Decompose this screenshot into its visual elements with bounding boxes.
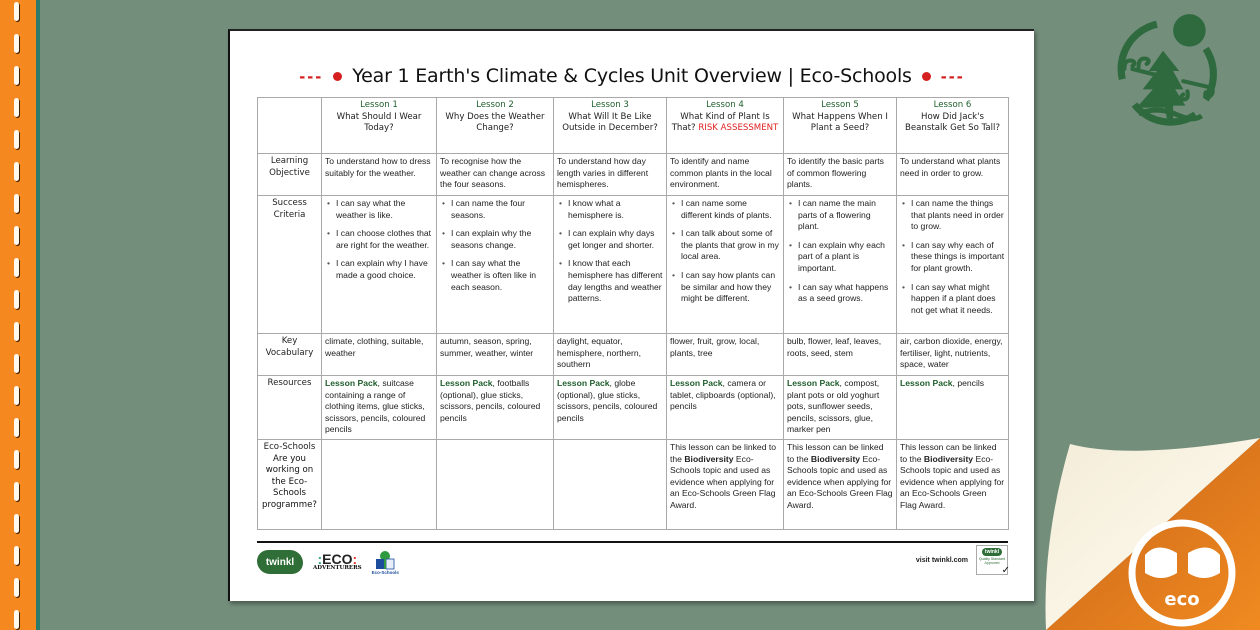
learning-objective-cell: To recognise how the weather can change across the four seasons. xyxy=(437,154,554,196)
resources-text: , footballs (optional), glue sticks, scissors, pencils, coloured pencils xyxy=(440,378,541,423)
lesson-title: What Will It Be Like Outside in December? xyxy=(562,111,658,134)
title-dot-left xyxy=(333,72,342,81)
lesson-header xyxy=(437,98,554,154)
lesson-number: Lesson 2 xyxy=(476,100,514,110)
lesson-header xyxy=(784,98,897,154)
criteria-item: • I can say what happens as a seed grows. xyxy=(787,282,893,305)
check-icon: ✓ xyxy=(1001,565,1010,576)
criteria-item: • I can talk about some of the plants that grow in my local area. xyxy=(670,228,780,263)
criteria-item: • I can choose clothes that are right for the weather. xyxy=(325,228,433,251)
stitch-mark xyxy=(14,322,19,341)
lesson-title: What Happens When I Plant a Seed? xyxy=(792,111,888,134)
row-label-success-criteria: Success Criteria xyxy=(258,196,322,334)
stitch-mark xyxy=(14,450,19,469)
criteria-item: • I can say how plants can be similar and how they might be different. xyxy=(670,270,780,305)
criteria-item: • I can name the main parts of a flowering plant. xyxy=(787,198,893,233)
title-decor-left: --- xyxy=(299,65,324,86)
lesson-header xyxy=(897,98,1009,154)
stitch-mark xyxy=(14,482,19,501)
lesson-title: What Should I Wear Today? xyxy=(336,111,422,134)
resources-cell xyxy=(897,376,1009,440)
criteria-item: • I can explain why each part of a plant is important. xyxy=(787,240,893,275)
stitch-mark xyxy=(14,130,19,149)
criteria-item: • I can name the things that plants need in order to grow. xyxy=(900,198,1005,233)
eco-text: Eco-Schools topic and used as evidence when applying for an Eco-Schools Green Flag Award. xyxy=(670,453,776,510)
vocabulary-cell: daylight, equator, hemisphere, northern, southern xyxy=(554,334,667,376)
lesson-pack-link[interactable]: Lesson Pack xyxy=(787,378,840,388)
risk-assessment-link[interactable]: RISK ASSESSMENT xyxy=(698,123,779,134)
key-vocabulary-row xyxy=(258,334,1009,376)
stitch-mark xyxy=(14,386,19,405)
resources-cell xyxy=(437,376,554,440)
stitch-mark xyxy=(14,514,19,533)
lesson-number: Lesson 6 xyxy=(933,100,972,110)
stitch-mark xyxy=(14,418,19,437)
eco-schools-logo xyxy=(372,550,399,575)
resources-cell xyxy=(667,376,784,440)
stitch-mark xyxy=(14,610,19,629)
stitch-mark xyxy=(14,66,19,85)
eco-schools-cell xyxy=(437,440,554,530)
success-criteria-row xyxy=(258,196,1009,334)
page-curl-eco-icon xyxy=(1040,430,1260,630)
resources-cell xyxy=(784,376,897,440)
quality-standard-badge xyxy=(976,545,1008,575)
resources-text: , pencils xyxy=(952,378,985,388)
title-dot-right xyxy=(922,72,931,81)
lesson-pack-link[interactable]: Lesson Pack xyxy=(557,378,610,388)
stitch-mark xyxy=(14,194,19,213)
unit-overview-document xyxy=(228,29,1034,601)
lesson-pack-link[interactable]: Lesson Pack xyxy=(440,378,493,388)
criteria-item: • I know what a hemisphere is. xyxy=(557,198,663,221)
eco-schools-question: Are you working on the Eco-Schools programme? xyxy=(262,453,317,510)
svg-text:eco: eco xyxy=(1164,589,1200,610)
lesson-title: What Kind of Plant Is That? xyxy=(671,111,770,134)
badge-title: twinkl xyxy=(982,548,1002,556)
resources-cell xyxy=(554,376,667,440)
row-label-resources: Resources xyxy=(258,376,322,440)
success-criteria-cell xyxy=(667,196,784,334)
eco-text: This lesson can be linked to the xyxy=(900,442,997,464)
document-title-row xyxy=(230,61,1034,91)
corner-cell xyxy=(258,98,322,154)
row-label-eco-schools xyxy=(258,440,322,530)
twinkl-logo[interactable]: twinkl xyxy=(257,550,303,574)
success-criteria-cell xyxy=(897,196,1009,334)
lesson-title: Why Does the Weather Change? xyxy=(445,111,545,134)
footer-logos xyxy=(257,546,399,578)
vocabulary-cell: flower, fruit, grow, local, plants, tree xyxy=(667,334,784,376)
stitch-mark xyxy=(14,162,19,181)
eco-schools-label: Eco-Schools xyxy=(263,442,316,452)
lesson-number: Lesson 1 xyxy=(360,100,398,110)
unit-overview-table xyxy=(257,97,1009,530)
success-criteria-cell xyxy=(322,196,437,334)
learning-objective-cell: To identify the basic parts of common flowering plants. xyxy=(784,154,897,196)
stitch-mark xyxy=(14,546,19,565)
learning-objective-cell: To understand how day length varies in different hemispheres. xyxy=(554,154,667,196)
eco-text: Eco-Schools topic and used as evidence when applying for an Eco-Schools Green Flag Award. xyxy=(900,453,1005,510)
criteria-item: • I can explain why days get longer and shorter. xyxy=(557,228,663,251)
learning-objective-row xyxy=(258,154,1009,196)
lesson-pack-link[interactable]: Lesson Pack xyxy=(900,378,953,388)
lesson-number: Lesson 3 xyxy=(591,100,629,110)
lesson-header xyxy=(554,98,667,154)
criteria-item: • I can say what might happen if a plant does not get what it needs. xyxy=(900,282,1005,317)
criteria-item: • I can say what the weather is like. xyxy=(325,198,433,221)
stitch-mark xyxy=(14,354,19,373)
eco-topic: Biodiversity xyxy=(810,453,861,464)
stitch-mark xyxy=(14,290,19,309)
criteria-item: • I know that each hemisphere has different day lengths and weather patterns. xyxy=(557,258,663,304)
criteria-item: • I can name the four seasons. xyxy=(440,198,550,221)
resources-text: , camera or tablet, clipboards (optional), pencils xyxy=(670,378,776,412)
eco-schools-row xyxy=(258,440,1009,530)
vocabulary-cell: autumn, season, spring, summer, weather, winter xyxy=(437,334,554,376)
stitch-mark xyxy=(14,98,19,117)
eco-wordmark: :ECO: xyxy=(317,551,358,568)
criteria-item: • I can name some different kinds of plants. xyxy=(670,198,780,221)
row-label-key-vocabulary: Key Vocabulary xyxy=(258,334,322,376)
eco-schools-cell xyxy=(322,440,437,530)
eco-text: Eco-Schools topic and used as evidence when applying for an Eco-Schools Green Flag Award. xyxy=(787,453,893,510)
resources-text: , compost, plant pots or old yoghurt pots, sunflower seeds, pencils, scissors, glue, marker pen xyxy=(787,378,880,435)
eco-schools-cell xyxy=(897,440,1009,530)
eco-schools-label: Eco-Schools xyxy=(371,569,399,575)
learning-objective-cell: To understand what plants need in order to grow. xyxy=(897,154,1009,196)
criteria-item: • I can explain why I have made a good choice. xyxy=(325,258,433,281)
criteria-item: • I can explain why the seasons change. xyxy=(440,228,550,251)
eco-schools-cell xyxy=(667,440,784,530)
learning-objective-cell: To understand how to dress suitably for the weather. xyxy=(322,154,437,196)
orange-binding-strip xyxy=(0,0,36,630)
criteria-item: • I can say why each of these things is important for plant growth. xyxy=(900,240,1005,275)
row-label-learning-objective: Learning Objective xyxy=(258,154,322,196)
eco-adventurers-logo xyxy=(313,552,362,572)
document-title: Year 1 Earth's Climate & Cycles Unit Overview | Eco-Schools xyxy=(352,65,912,87)
eco-schools-cell xyxy=(554,440,667,530)
success-criteria-cell xyxy=(784,196,897,334)
badge-label: Quality Standard Approved xyxy=(978,557,1006,565)
lesson-header-row xyxy=(258,98,1009,154)
resources-cell xyxy=(322,376,437,440)
lesson-number: Lesson 5 xyxy=(821,100,859,110)
eco-text: This lesson can be linked to the xyxy=(670,442,777,464)
footer-right xyxy=(916,545,1008,575)
eco-topic: Biodiversity xyxy=(923,453,974,464)
eco-schools-cell xyxy=(784,440,897,530)
success-criteria-cell xyxy=(437,196,554,334)
strip-edge xyxy=(36,0,40,630)
eco-topic: Biodiversity xyxy=(684,453,734,464)
stitch-mark xyxy=(14,258,19,277)
stitch-mark xyxy=(14,578,19,597)
eco-schools-tree-book-icon xyxy=(374,550,396,570)
stitch-mark xyxy=(14,2,19,21)
eco-text: This lesson can be linked to the xyxy=(787,442,884,464)
criteria-item: • I can say what the weather is often like in each season. xyxy=(440,258,550,293)
lesson-pack-link[interactable]: Lesson Pack xyxy=(325,378,378,388)
footer-divider xyxy=(257,541,1008,543)
resources-text: , globe (optional), glue sticks, scissors, pencils, coloured pencils xyxy=(557,378,658,423)
success-criteria-cell xyxy=(554,196,667,334)
vocabulary-cell: climate, clothing, suitable, weather xyxy=(322,334,437,376)
lesson-pack-link[interactable]: Lesson Pack xyxy=(670,378,723,388)
lesson-number: Lesson 4 xyxy=(706,100,744,110)
learning-objective-cell: To identify and name common plants in the local environment. xyxy=(667,154,784,196)
stitch-mark xyxy=(14,34,19,53)
title-decor-right: --- xyxy=(940,65,965,86)
lesson-title: How Did Jack's Beanstalk Get So Tall? xyxy=(904,111,1001,134)
resources-text: , suitcase containing a range of clothing items, glue sticks, scissors, pencils, coloured pencils xyxy=(325,378,426,435)
vocabulary-cell: air, carbon dioxide, energy, fertiliser, light, nutrients, space, water xyxy=(897,334,1009,376)
stitch-mark xyxy=(14,226,19,245)
lesson-header xyxy=(667,98,784,154)
eco-adventurers-sub: ADVENTURERS xyxy=(313,565,362,572)
lesson-header xyxy=(322,98,437,154)
climate-tree-wind-sun-icon xyxy=(1104,8,1226,130)
visit-twinkl-link[interactable]: visit twinkl.com xyxy=(915,556,968,564)
vocabulary-cell: bulb, flower, leaf, leaves, roots, seed, stem xyxy=(784,334,897,376)
resources-row xyxy=(258,376,1009,440)
